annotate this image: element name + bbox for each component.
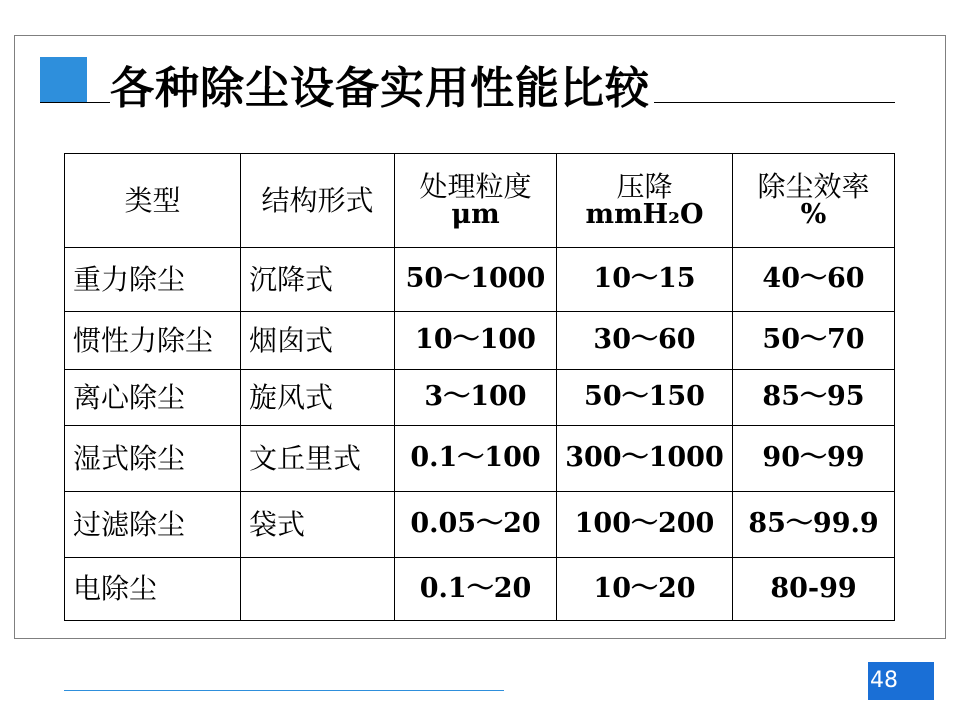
cell-efficiency: 40～60 (733, 248, 895, 312)
cell-particle-size: 0.1～20 (395, 558, 557, 621)
header-unit: mmH₂O (585, 199, 704, 231)
table-row (65, 426, 895, 492)
page-title: 各种除尘设备实用性能比较 (110, 67, 654, 111)
cell-efficiency: 90～99 (733, 426, 895, 492)
header-particle-size (395, 154, 557, 248)
cell-efficiency: 50～70 (733, 312, 895, 370)
cell-efficiency: 80-99 (733, 558, 895, 621)
header-pressure-drop (557, 154, 733, 248)
header-label: 类型 (124, 183, 181, 217)
cell-pressure-drop: 10～20 (557, 558, 733, 621)
cell-structure: 袋式 (241, 492, 395, 558)
cell-type: 湿式除尘 (65, 426, 241, 492)
comparison-table (64, 153, 895, 621)
cell-pressure-drop: 30～60 (557, 312, 733, 370)
cell-structure: 文丘里式 (241, 426, 395, 492)
cell-pressure-drop: 10～15 (557, 248, 733, 312)
page-number-badge: 48 (868, 662, 934, 700)
header-label: 处理粒度 (419, 169, 532, 203)
table-row (65, 370, 895, 426)
table-row (65, 312, 895, 370)
cell-particle-size: 50～1000 (395, 248, 557, 312)
header-unit: % (800, 199, 827, 231)
header-structure (241, 154, 395, 248)
table-row (65, 492, 895, 558)
header-label: 压降 (616, 169, 673, 203)
cell-particle-size: 0.1～100 (395, 426, 557, 492)
title-accent-square (40, 57, 87, 103)
header-efficiency (733, 154, 895, 248)
cell-particle-size: 3～100 (395, 370, 557, 426)
table-row (65, 248, 895, 312)
cell-structure: 烟囱式 (241, 312, 395, 370)
header-type (65, 154, 241, 248)
table-row (65, 558, 895, 621)
table-header-row (65, 154, 895, 248)
cell-particle-size: 0.05～20 (395, 492, 557, 558)
cell-type: 电除尘 (65, 558, 241, 621)
cell-structure (241, 558, 395, 621)
header-unit: μm (451, 199, 500, 231)
cell-structure: 沉降式 (241, 248, 395, 312)
cell-type: 惯性力除尘 (65, 312, 241, 370)
footer-rule (64, 690, 504, 691)
cell-particle-size: 10～100 (395, 312, 557, 370)
cell-efficiency: 85～99.9 (733, 492, 895, 558)
header-label: 除尘效率 (757, 169, 870, 203)
cell-pressure-drop: 300～1000 (557, 426, 733, 492)
cell-pressure-drop: 100～200 (557, 492, 733, 558)
cell-type: 重力除尘 (65, 248, 241, 312)
header-label: 结构形式 (261, 183, 374, 217)
cell-structure: 旋风式 (241, 370, 395, 426)
cell-type: 过滤除尘 (65, 492, 241, 558)
cell-type: 离心除尘 (65, 370, 241, 426)
cell-efficiency: 85～95 (733, 370, 895, 426)
cell-pressure-drop: 50～150 (557, 370, 733, 426)
